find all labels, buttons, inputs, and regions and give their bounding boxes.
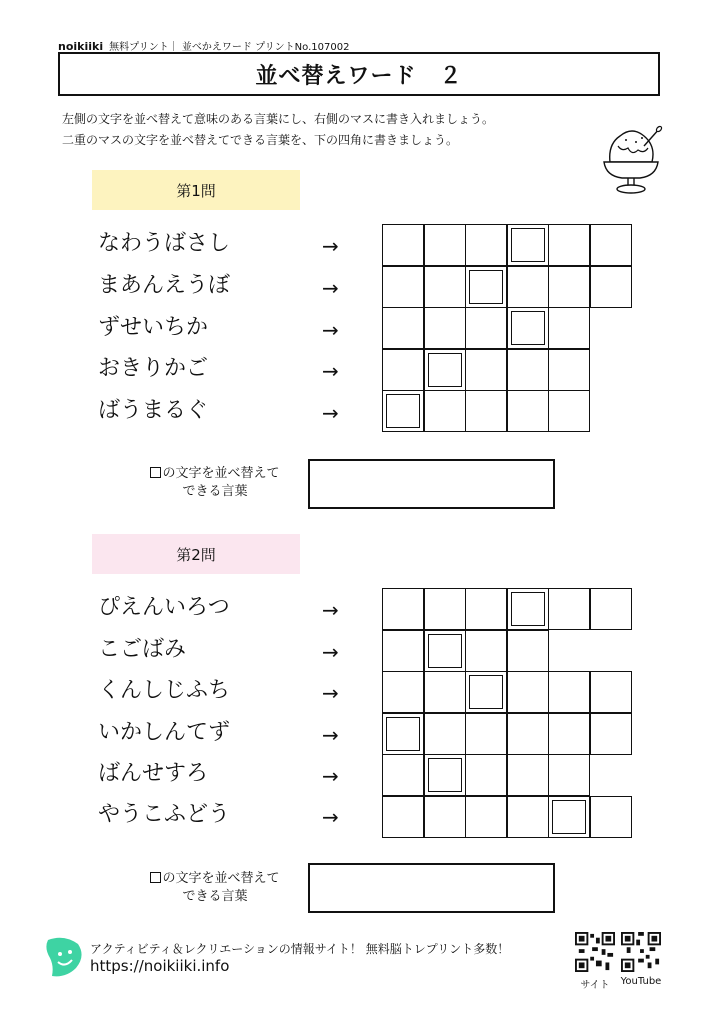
answer-cell-s2-q1-c5[interactable] [548,588,590,630]
q1-3-word: ずせいちか [98,315,209,340]
answer-cell-s2-q6-c3[interactable] [465,796,507,838]
q2-4-word: いかしんてず [98,720,231,745]
answer-cell-s1-q4-c3[interactable] [465,349,507,391]
answer-cell-s1-q1-c3[interactable] [465,224,507,266]
q2-1-word: ぴえんいろつ [98,595,230,620]
answer-cell-s2-q5-c2-double[interactable] [424,754,466,796]
q1-5-word: ばうまるぐ [98,398,209,423]
q2-3-arrow: → [322,681,339,705]
q1-1-arrow: → [322,234,339,258]
noikiiki-logo-icon [44,936,84,978]
footer-tagline: アクティビティ＆レクリエーションの情報サイト！ 無料脳トレプリント多数！ [90,942,510,956]
q1-5-arrow: → [322,401,339,425]
answer-cell-s2-q1-c6[interactable] [590,588,632,630]
answer-cell-s2-q6-c4[interactable] [507,796,549,838]
answer-cell-s2-q4-c1-double[interactable] [382,713,424,755]
answer-cell-s1-q3-c5[interactable] [548,307,590,349]
answer-cell-s1-q5-c2[interactable] [424,390,466,432]
qr-youtube-label: YouTube [620,976,662,987]
q2-4-arrow: → [322,723,339,747]
qr-code-site-icon[interactable] [575,932,615,972]
answer-cell-s1-q2-c4[interactable] [507,266,549,308]
answer-cell-s1-q3-c3[interactable] [465,307,507,349]
answer-cell-s2-q3-c3-double[interactable] [465,671,507,713]
q2-6-word: やうこふどう [98,802,231,827]
answer-cell-s2-q5-c3[interactable] [465,754,507,796]
double-square-icon [150,467,161,478]
answer-cell-s2-q5-c5[interactable] [548,754,590,796]
answer-cell-s1-q5-c1-double[interactable] [382,390,424,432]
section-1-answer-label: の文字を並べ替えて できる言葉 [130,465,300,501]
shaved-ice-icon [598,122,664,196]
footer-url-link[interactable]: https://noikiiki.info [90,957,230,975]
answer-cell-s2-q3-c2[interactable] [424,671,466,713]
qr-youtube-block [611,932,671,987]
answer-cell-s1-q4-c5[interactable] [548,349,590,391]
section-1-answer-box[interactable] [308,459,555,509]
answer-cell-s1-q2-c1[interactable] [382,266,424,308]
section-2-answer-box[interactable] [308,863,555,913]
answer-cell-s1-q1-c4-double[interactable] [507,224,549,266]
answer-cell-s2-q4-c4[interactable] [507,713,549,755]
answer-cell-s1-q5-c4[interactable] [507,390,549,432]
brand-name: noikiiki [58,40,104,53]
answer-cell-s2-q3-c5[interactable] [548,671,590,713]
instruction-line-2: 二重のマスの文字を並べ替えてできる言葉を、下の四角に書きましょう。 [62,133,459,147]
q2-2-arrow: → [322,640,339,664]
answer-cell-s2-q1-c4-double[interactable] [507,588,549,630]
section-2-heading: 第2問 [92,534,300,574]
answer-cell-s2-q4-c5[interactable] [548,713,590,755]
q2-5-word: ばんせすろ [98,761,209,786]
header-text: 無料プリント｜ 並べかえワード プリントNo.107002 [109,42,350,53]
q2-5-arrow: → [322,764,339,788]
answer-cell-s1-q5-c3[interactable] [465,390,507,432]
instruction-line-1: 左側の文字を並べ替えて意味のある言葉にし、右側のマスに書き入れましょう。 [62,112,495,126]
answer-cell-s1-q3-c4-double[interactable] [507,307,549,349]
answer-cell-s2-q5-c4[interactable] [507,754,549,796]
answer-cell-s1-q4-c4[interactable] [507,349,549,391]
q2-6-arrow: → [322,805,339,829]
answer-cell-s1-q4-c2-double[interactable] [424,349,466,391]
answer-cell-s1-q1-c6[interactable] [590,224,632,266]
answer-cell-s1-q2-c5[interactable] [548,266,590,308]
page-title: 並べ替えワード ２ [58,52,660,96]
answer-cell-s2-q6-c5-double[interactable] [548,796,590,838]
answer-cell-s2-q4-c3[interactable] [465,713,507,755]
answer-cell-s2-q6-c1[interactable] [382,796,424,838]
answer-cell-s1-q5-c5[interactable] [548,390,590,432]
answer-cell-s1-q3-c2[interactable] [424,307,466,349]
answer-cell-s1-q1-c5[interactable] [548,224,590,266]
section-1-heading: 第1問 [92,170,300,210]
answer-cell-s1-q2-c2[interactable] [424,266,466,308]
answer-cell-s1-q1-c2[interactable] [424,224,466,266]
answer-cell-s2-q3-c1[interactable] [382,671,424,713]
answer-cell-s1-q1-c1[interactable] [382,224,424,266]
answer-cell-s2-q2-c3[interactable] [465,630,507,672]
q1-1-word: なわうばさし [98,231,231,256]
answer-cell-s2-q3-c4[interactable] [507,671,549,713]
q1-2-arrow: → [322,276,339,300]
answer-cell-s1-q3-c1[interactable] [382,307,424,349]
answer-cell-s2-q5-c1[interactable] [382,754,424,796]
q2-3-word: くんしじふち [98,678,231,703]
answer-cell-s2-q2-c2-double[interactable] [424,630,466,672]
q1-4-word: おきりかご [98,356,209,381]
qr-code-youtube-icon[interactable] [621,932,661,972]
answer-cell-s2-q1-c1[interactable] [382,588,424,630]
answer-cell-s1-q4-c1[interactable] [382,349,424,391]
section-2-answer-label: の文字を並べ替えて できる言葉 [130,870,300,906]
q1-3-arrow: → [322,318,339,342]
answer-cell-s2-q1-c3[interactable] [465,588,507,630]
answer-cell-s2-q4-c2[interactable] [424,713,466,755]
q1-4-arrow: → [322,359,339,383]
double-square-icon [150,872,161,883]
answer-cell-s2-q3-c6[interactable] [590,671,632,713]
q2-2-word: こごばみ [98,637,187,662]
answer-cell-s2-q6-c2[interactable] [424,796,466,838]
answer-cell-s2-q6-c6[interactable] [590,796,632,838]
answer-cell-s2-q1-c2[interactable] [424,588,466,630]
q2-1-arrow: → [322,598,339,622]
q1-2-word: まあんえうぼ [98,273,231,298]
qr-site-label: サイト [580,980,610,991]
answer-cell-s2-q2-c4[interactable] [507,630,549,672]
answer-cell-s2-q4-c6[interactable] [590,713,632,755]
header-line [58,38,349,53]
answer-cell-s1-q2-c3-double[interactable] [465,266,507,308]
answer-cell-s2-q2-c1[interactable] [382,630,424,672]
answer-cell-s1-q2-c6[interactable] [590,266,632,308]
